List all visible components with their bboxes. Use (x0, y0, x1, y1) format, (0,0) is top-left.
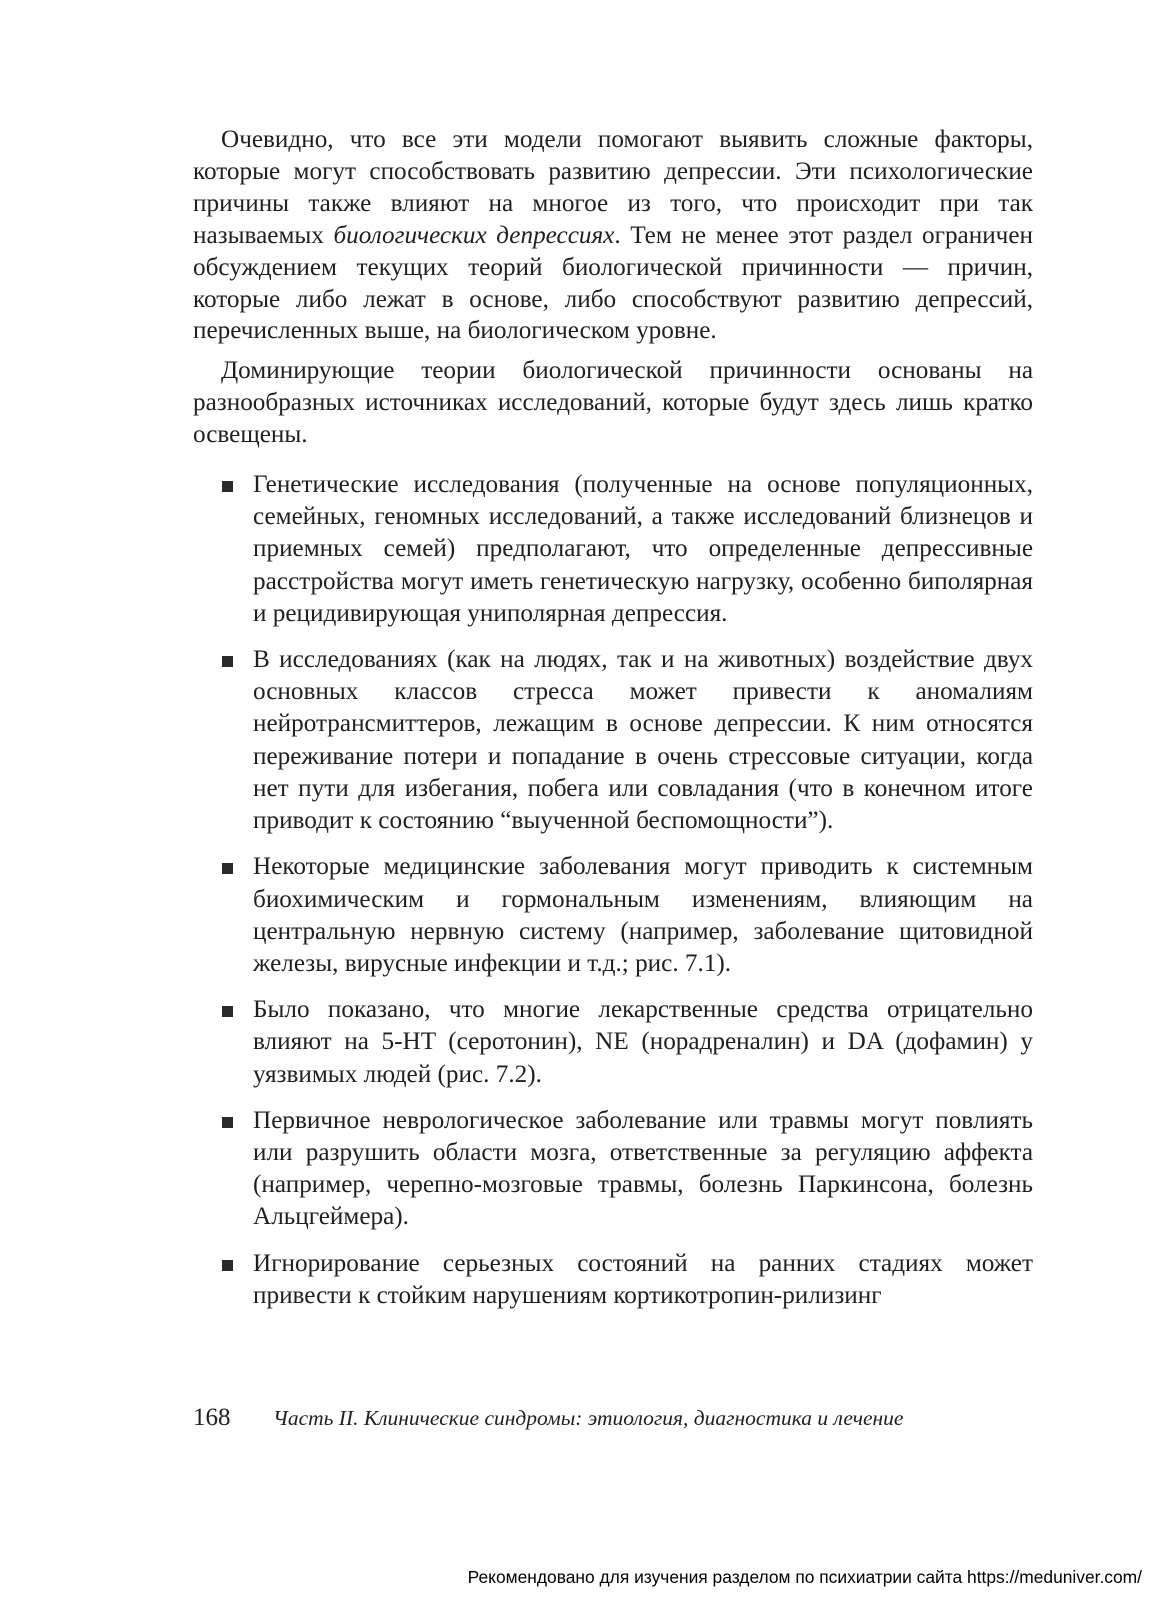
square-bullet-icon (222, 1006, 233, 1017)
paragraph-1-text-start: Очевидно, что все эти модели помогают выявить сложные факторы, которые могут способствовать развитию депрессии. Эти психологические причины также влияют на многое из того, что происходит при так называемых (193, 126, 1033, 249)
bullet-item-untreated-conditions (193, 1248, 1033, 1312)
square-bullet-icon (222, 1117, 233, 1128)
bullet-text: Игнорирование серьезных состояний на ранних стадиях может привести к стойким нарушениям кортикотропин-рилизинг (253, 1249, 1033, 1309)
square-bullet-icon (222, 481, 233, 492)
bullet-text: Было показано, что многие лекарственные средства отрицательно влияют на 5-HT (серотонин), NE (норадреналин) и DA (дофамин) у уязвимых людей (рис. 7.2). (253, 996, 1033, 1088)
page-body (193, 124, 1033, 1326)
body-paragraph-2: Доминирующие теории биологической причинности основаны на разнообразных источниках исследований, которые будут здесь лишь кратко освещены. (193, 357, 1033, 449)
page-footer (193, 1403, 1033, 1433)
bullet-text: В исследованиях (как на людях, так и на животных) воздействие двух основных классов стресса может привести к аномалиям нейротрансмиттеров, лежащим в основе депрессии. К ним относятся переживание потери и попадание в очень стрессовые ситуации, когда нет пути для избегания, побега или совладания (что в конечном итоге приводит к состоянию “выученной беспомощности”). (253, 646, 1033, 835)
bullet-text: Первичное неврологическое заболевание или травмы могут повлиять или разрушить области мозга, ответственные за регуляцию аффекта (например, черепно-мозговые травмы, болезнь Паркинсона, болезнь Альцгеймера). (253, 1106, 1033, 1231)
bullet-item-stress (193, 644, 1033, 837)
bullet-item-medications (193, 994, 1033, 1091)
page-number: 168 (193, 1404, 231, 1431)
paragraph-1-italic-term: биологических депрессиях (333, 221, 615, 249)
bullet-list (193, 469, 1033, 1312)
body-paragraph-1 (193, 124, 1033, 347)
square-bullet-icon (222, 863, 233, 874)
square-bullet-icon (222, 1260, 233, 1271)
bullet-item-neurological (193, 1105, 1033, 1234)
site-watermark: Рекомендовано для изучения разделом по психиатрии сайта https://meduniver.com/ (467, 1567, 1142, 1587)
bullet-text: Генетические исследования (полученные на основе популяционных, семейных, геномных исследований, а также исследований близнецов и приемных семей) предполагают, что определенные депрессивные расстройства могут иметь генетическую нагрузку, особенно биполярная и рецидивирующая униполярная депрессия. (253, 471, 1033, 627)
square-bullet-icon (222, 656, 233, 667)
bullet-item-medical-conditions (193, 851, 1033, 980)
paragraph-1-text-end: . Тем не менее этот раздел ограничен обсуждением текущих теорий биологической причинности — причин, которые либо лежат в основе, либо способствуют развитию депрессий, перечисленных выше, на биологическом уровне. (193, 221, 1034, 345)
bullet-text: Некоторые медицинские заболевания могут приводить к системным биохимическим и гормональным изменениям, влияющим на центральную нервную систему (например, заболевание щитовидной железы, вирусные инфекции и т.д.; рис. 7.1). (253, 853, 1033, 977)
bullet-item-genetics (193, 469, 1033, 630)
running-title: Часть II. Клинические синдромы: этиология, диагностика и лечение (273, 1406, 904, 1430)
